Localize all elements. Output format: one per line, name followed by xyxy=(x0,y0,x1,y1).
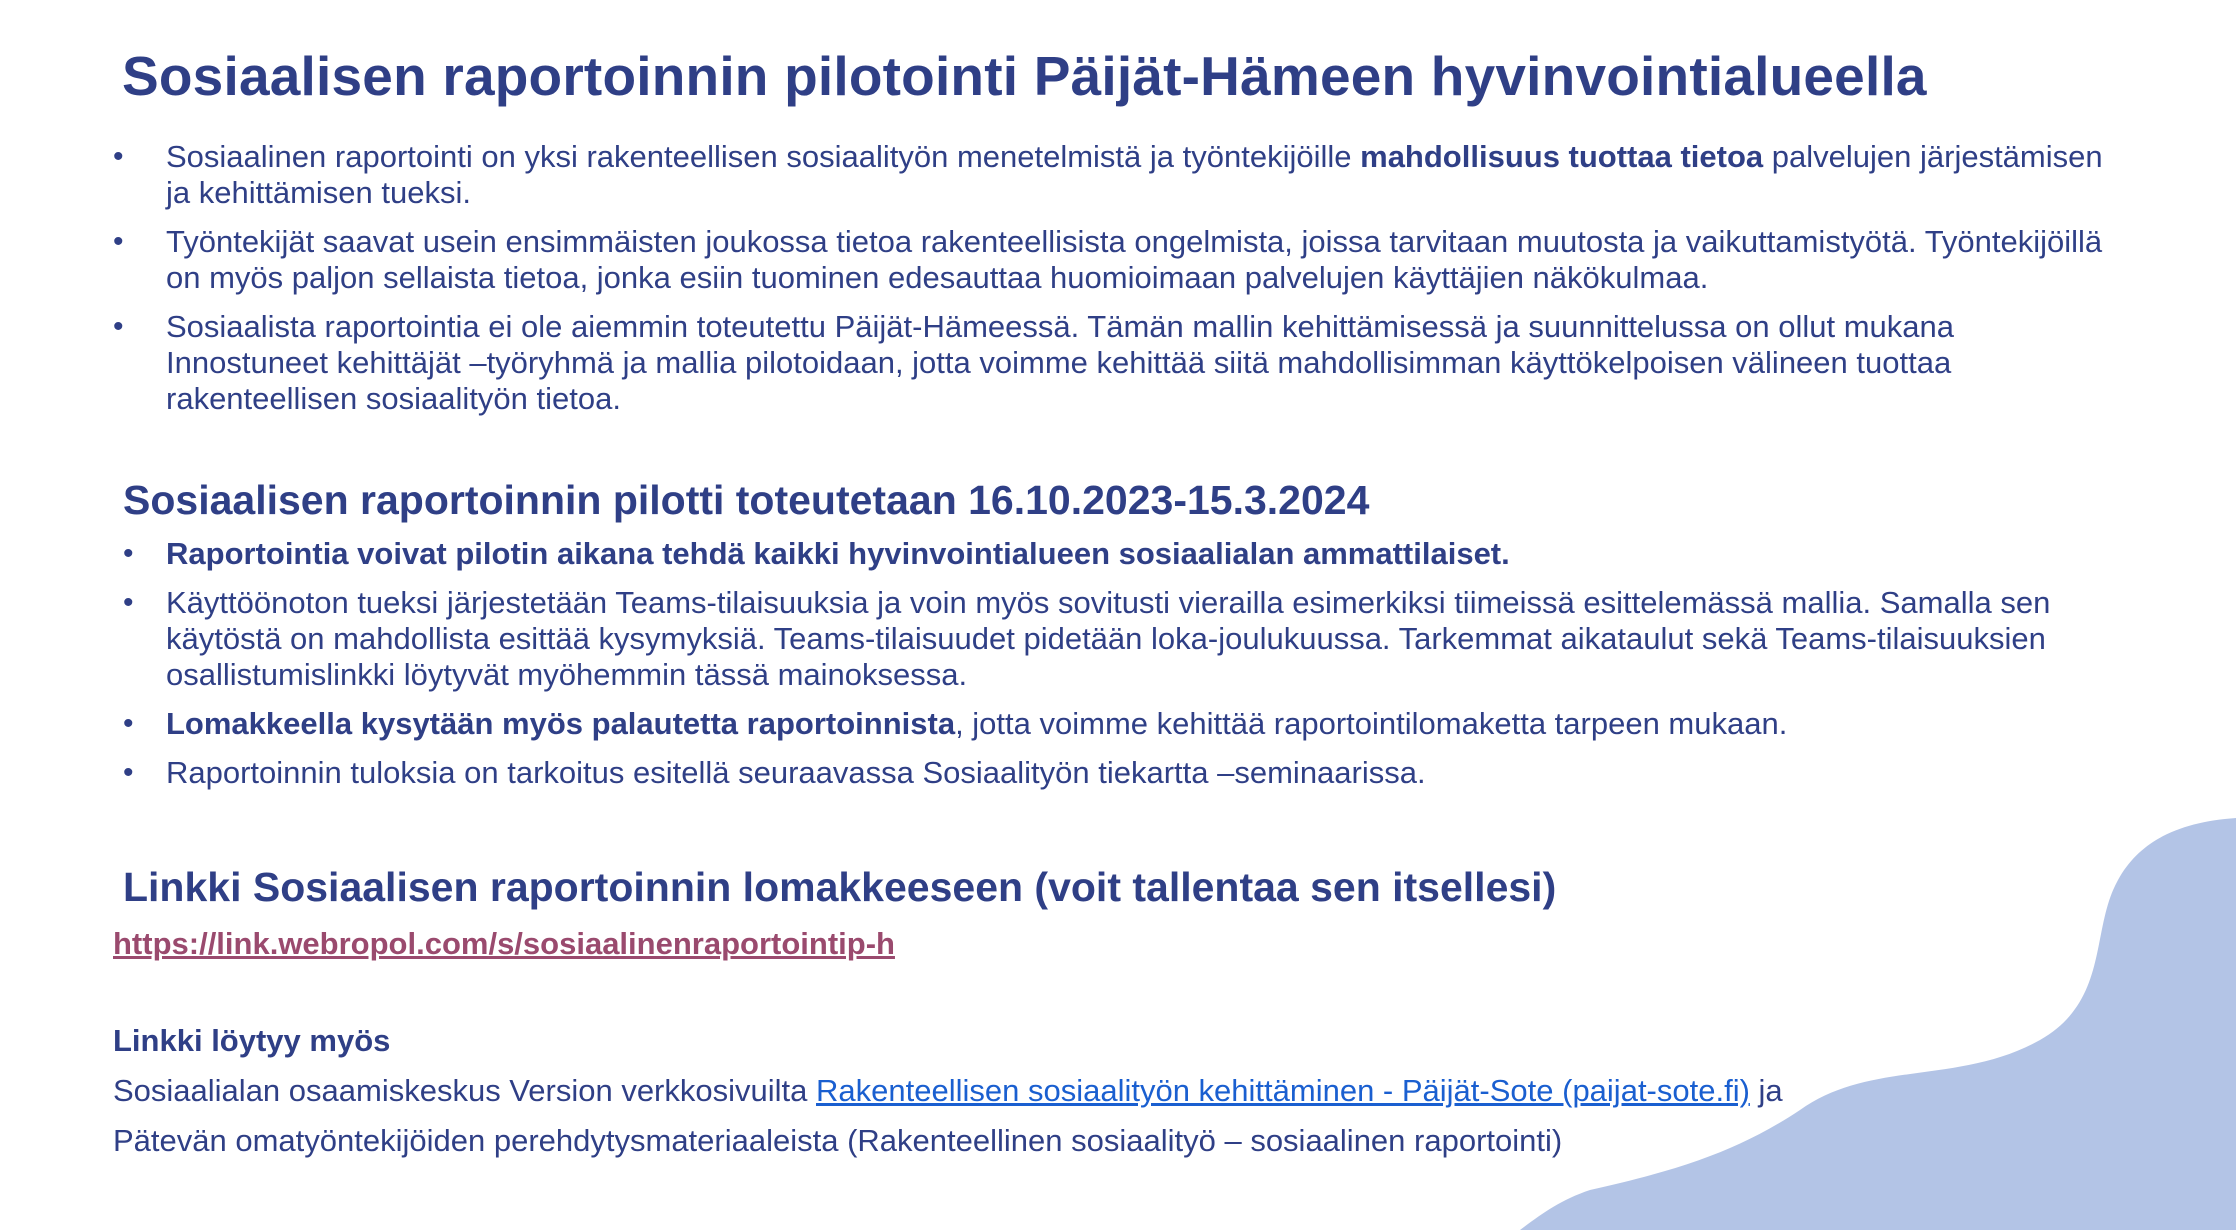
intro-bullet-list xyxy=(113,139,2123,430)
page-title: Sosiaalisen raportoinnin pilotointi Päijät-Hämeen hyvinvointialueella xyxy=(122,45,1927,107)
intro-bullet-3-text: Sosiaalista raportointia ei ole aiemmin toteutettu Päijät-Hämeessä. Tämän mallin kehittämisessä ja suunnittelussa on ollut mukana Innostuneet kehittäjät –työryhmä ja mallia pilotoidaan, jotta voimme kehittää siitä mahdollisimman käyttökelpoisen välineen tuottaa rakenteellisen sosiaalityön tietoa. xyxy=(166,309,1955,416)
list-item xyxy=(113,224,2123,296)
intro-bullet-1-text: Sosiaalinen raportointi on yksi rakenteellisen sosiaalityön menetelmistä ja työntekijöille xyxy=(166,139,1361,174)
intro-bullet-2-text: Työntekijät saavat usein ensimmäisten joukossa tietoa rakenteellisista ongelmista, joissa tarvitaan muutosta ja vaikuttamistyötä. Työntekijöillä on myös paljon sellaista tietoa, jonka esiin tuominen edesauttaa huomioimaan palvelujen käyttäjien näkökulmaa. xyxy=(166,224,2103,295)
bullet-icon: • xyxy=(123,756,134,789)
list-item xyxy=(113,139,2123,211)
intro-bullet-1-bold: mahdollisuus tuottaa tietoa xyxy=(1360,139,1764,174)
bullet-icon: • xyxy=(113,225,124,258)
list-item xyxy=(123,755,2123,791)
intro-bullet-1-text-end: palvelujen järjestämisen ja kehittämisen tueksi. xyxy=(166,139,2103,210)
bullet-icon: • xyxy=(123,586,134,619)
pilot-bullet-2-text: Käyttöönoton tueksi järjestetään Teams-tilaisuuksia ja voin myös sovitusti vierailla esimerkiksi tiimeissä esittelemässä mallia. Samalla sen käytöstä on mahdollista esittää kysymyksiä. Teams-tilaisuudet pidetään loka-joulukuussa. Tarkemmat aikataulut sekä Teams-tilaisuuksien osallistumislinkki löytyvät myöhemmin tässä mainoksessa. xyxy=(166,585,2051,692)
paijat-sote-link[interactable]: Rakenteellisen sosiaalityön kehittäminen - Päijät-Sote (paijat-sote.fi) xyxy=(816,1073,1750,1108)
also-line-1-prefix: Sosiaalialan osaamiskeskus Version verkkosivuilta xyxy=(113,1073,816,1108)
pilot-heading: Sosiaalisen raportoinnin pilotti toteutetaan 16.10.2023-15.3.2024 xyxy=(123,477,1370,523)
also-line-1 xyxy=(113,1073,1783,1109)
also-line-1-suffix: ja xyxy=(1749,1073,1783,1108)
bullet-icon: • xyxy=(113,140,124,173)
pilot-bullet-4-text: Raportoinnin tuloksia on tarkoitus esitellä seuraavassa Sosiaalityön tiekartta –seminaarissa. xyxy=(166,755,1426,790)
pilot-bullet-3-text: , jotta voimme kehittää raportointilomaketta tarpeen mukaan. xyxy=(955,706,1788,741)
pilot-bullet-3-bold: Lomakkeella kysytään myös palautetta raportoinnista xyxy=(166,706,956,741)
list-item xyxy=(123,536,2123,572)
pilot-bullet-1-text: Raportointia voivat pilotin aikana tehdä kaikki hyvinvointialueen sosiaalialan ammattilaiset. xyxy=(166,536,1510,571)
list-item xyxy=(113,309,2123,417)
also-line-2: Pätevän omatyöntekijöiden perehdytysmateriaaleista (Rakenteellinen sosiaalityö – sosiaalinen raportointi) xyxy=(113,1123,1563,1158)
list-item xyxy=(123,585,2123,693)
bullet-icon: • xyxy=(113,310,124,343)
bullet-icon: • xyxy=(123,537,134,570)
link-also-title: Linkki löytyy myös xyxy=(113,1023,391,1058)
list-item xyxy=(123,706,2123,742)
bullet-icon: • xyxy=(123,707,134,740)
pilot-bullet-list xyxy=(123,536,2123,804)
link-heading: Linkki Sosiaalisen raportoinnin lomakkeeseen (voit tallentaa sen itsellesi) xyxy=(123,864,1557,910)
webropol-form-link[interactable]: https://link.webropol.com/s/sosiaalinenraportointip-h xyxy=(113,926,895,961)
